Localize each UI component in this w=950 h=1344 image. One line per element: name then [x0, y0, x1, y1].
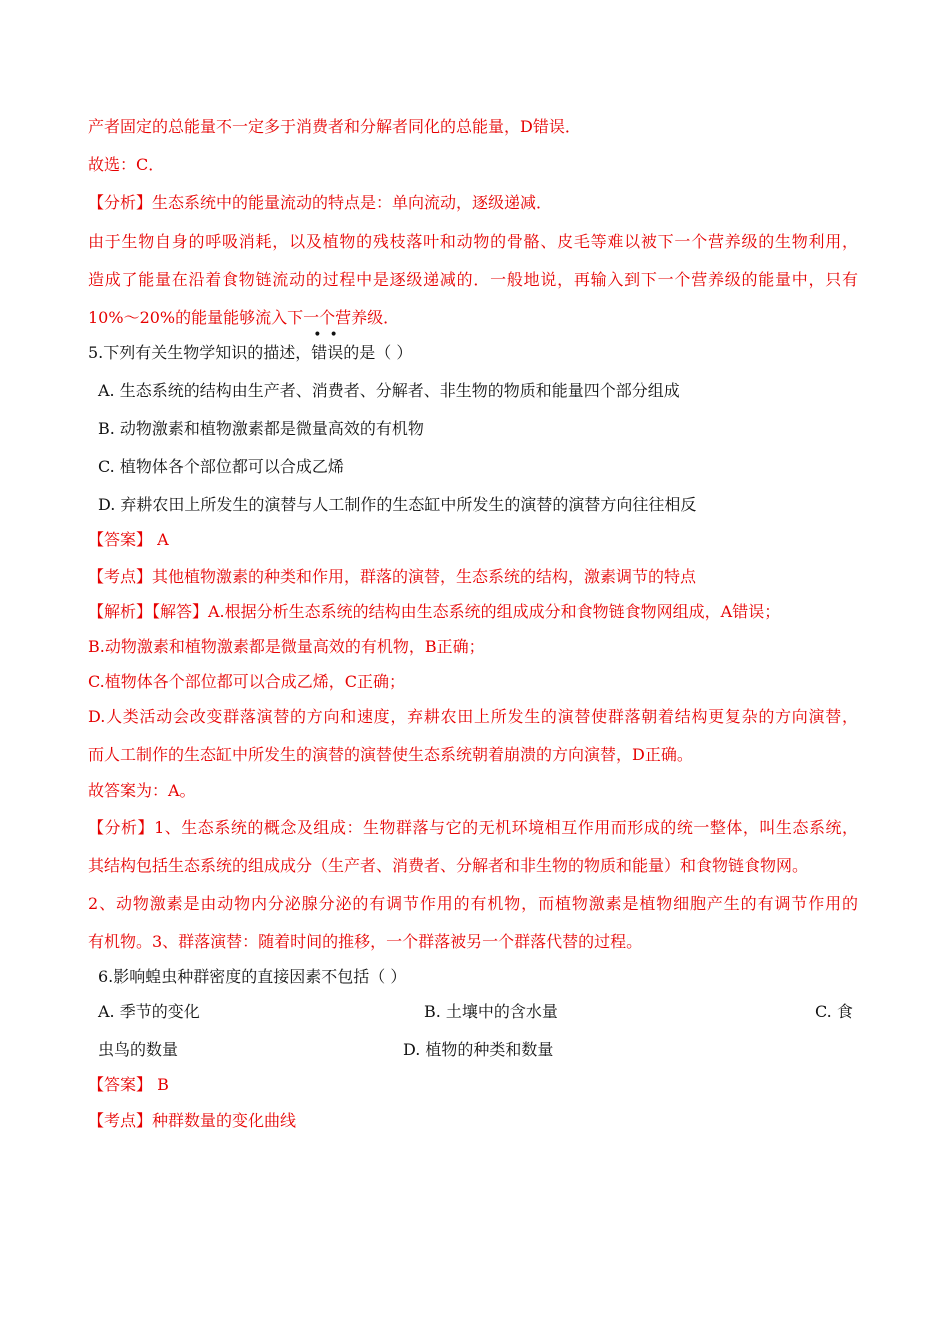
prev-analysis-line-1: 产者固定的总能量不一定多于消费者和分解者同化的总能量，D错误．: [88, 117, 581, 136]
prev-fenxi-line-3: 造成了能量在沿着食物链流动的过程中是逐级递减的．一般地说，再输入到下一个营养级的能量中，只有: [88, 270, 858, 289]
q6-answer: 【答案】 B: [88, 1075, 169, 1094]
q6-stem: 6.影响蝗虫种群密度的直接因素不包括（ ）: [98, 967, 407, 986]
q5-jiexi-line-1: 【解析】【解答】A.根据分析生态系统的结构由生态系统的组成成分和食物链食物网组成，A错误；: [88, 602, 781, 621]
q5-answer: 【答案】 A: [88, 530, 169, 549]
q6-option-a: A. 季节的变化: [98, 1002, 200, 1021]
q5-final-answer: 故答案为：A。: [88, 781, 196, 800]
q5-jiexi-line-3: C.植物体各个部位都可以合成乙烯，C正确；: [88, 672, 406, 691]
q5-stem-emphasis-text: 错误: [311, 343, 344, 362]
q6-option-c-part1: C. 食: [815, 1002, 853, 1021]
q5-fenxi-line-1: 【分析】1、生态系统的概念及组成：生物群落与它的无机环境相互作用而形成的统一整体，叫生态系统，: [88, 818, 858, 837]
q5-option-b: B. 动物激素和植物激素都是微量高效的有机物: [98, 419, 424, 438]
q5-jiexi-line-5: 而人工制作的生态缸中所发生的演替的演替使生态系统朝着崩溃的方向演替，D正确。: [88, 745, 693, 764]
q5-kaodian: 【考点】其他植物激素的种类和作用，群落的演替，生态系统的结构，激素调节的特点: [88, 567, 697, 586]
q5-jiexi-line-4: D.人类活动会改变群落演替的方向和速度，弃耕农田上所发生的演替使群落朝着结构更复杂的方向演替，: [88, 707, 858, 726]
q5-option-d: D. 弃耕农田上所发生的演替与人工制作的生态缸中所发生的演替的演替方向往往相反: [98, 495, 697, 514]
q5-stem-before: 5.下列有关生物学知识的描述，: [88, 343, 312, 362]
prev-fenxi-line-4: 10%～20%的能量能够流入下一个营养级．: [88, 308, 400, 327]
q5-stem: [88, 327, 413, 364]
q5-option-a: A. 生态系统的结构由生产者、消费者、分解者、非生物的物质和能量四个部分组成: [98, 381, 680, 400]
q6-option-c-part2: 虫鸟的数量: [98, 1040, 179, 1059]
q5-stem-emphasis: [311, 327, 346, 364]
q5-option-c: C. 植物体各个部位都可以合成乙烯: [98, 457, 344, 476]
prev-choice-line: 故选：C．: [88, 155, 165, 174]
q6-option-d: D. 植物的种类和数量: [403, 1040, 554, 1059]
q5-fenxi-line-3: 2、动物激素是由动物内分泌腺分泌的有调节作用的有机物，而植物激素是植物细胞产生的有调节作用的: [88, 894, 858, 913]
q6-kaodian: 【考点】种群数量的变化曲线: [88, 1111, 297, 1130]
prev-fenxi-line: 【分析】生态系统中的能量流动的特点是：单向流动，逐级递减．: [88, 193, 553, 212]
q6-option-b: B. 土壤中的含水量: [424, 1002, 558, 1021]
q5-fenxi-line-2: 其结构包括生态系统的组成成分（生产者、消费者、分解者和非生物的物质和能量）和食物链食物网。: [88, 856, 809, 875]
q5-jiexi-line-2: B.动物激素和植物激素都是微量高效的有机物，B正确；: [88, 637, 485, 656]
q5-stem-after: 的是（ ）: [343, 343, 413, 362]
prev-fenxi-line-2: 由于生物自身的呼吸消耗，以及植物的残枝落叶和动物的骨骼、皮毛等难以被下一个营养级的生物利用，: [88, 232, 858, 251]
q5-fenxi-line-4: 有机物。3、群落演替：随着时间的推移，一个群落被另一个群落代替的过程。: [88, 932, 643, 951]
emphasis-dots-icon: ••: [313, 327, 346, 343]
